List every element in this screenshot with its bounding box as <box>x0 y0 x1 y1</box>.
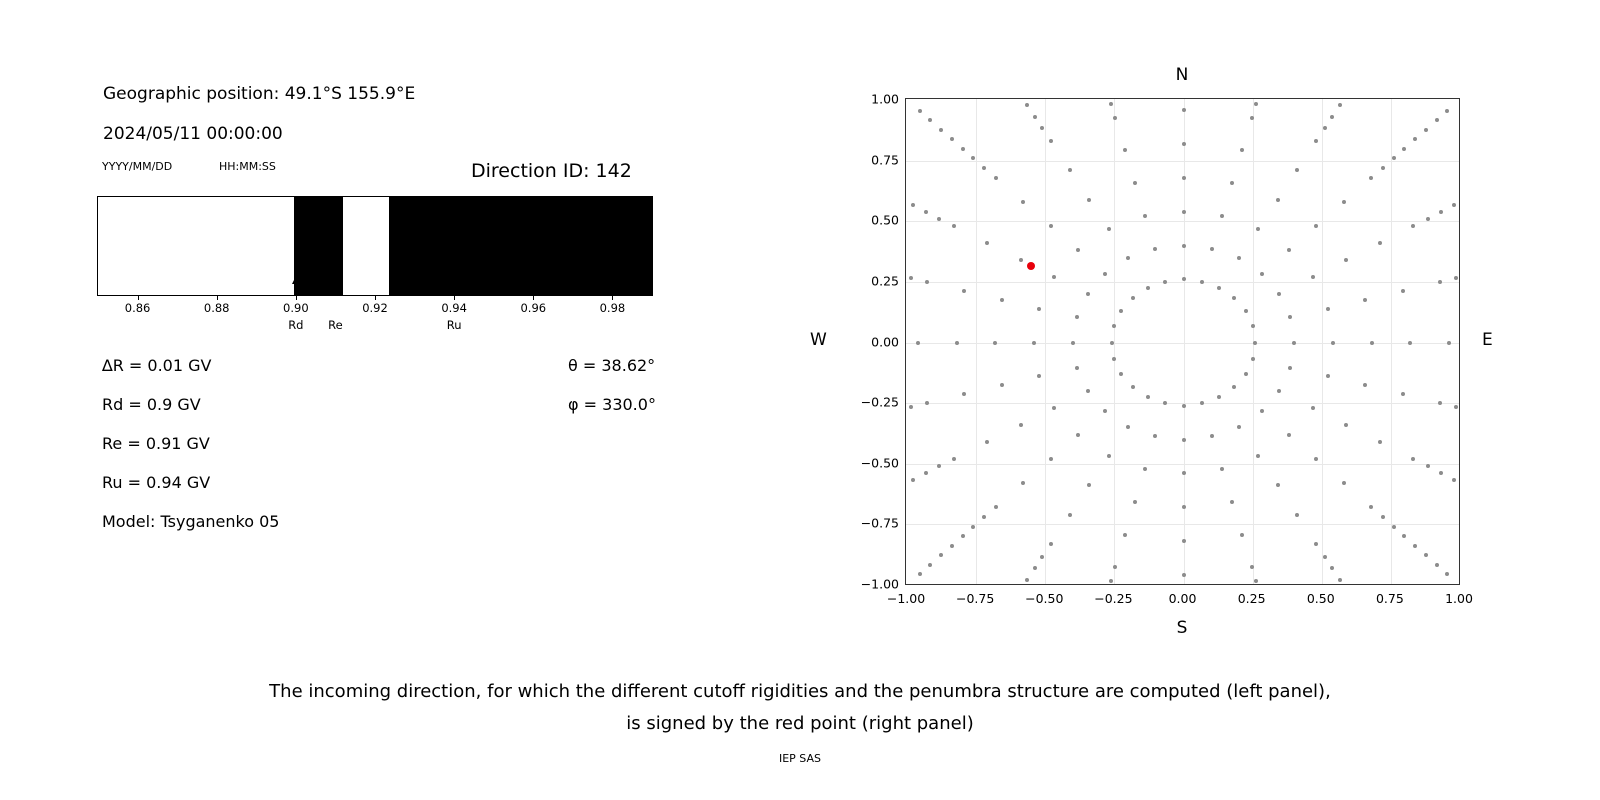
scatter-point <box>1131 385 1135 389</box>
gridline-horizontal <box>906 282 1459 283</box>
scatter-point <box>1330 566 1334 570</box>
scatter-point <box>1439 471 1443 475</box>
scatter-point <box>1119 309 1123 313</box>
scatter-point <box>928 118 932 122</box>
scatter-point <box>925 401 929 405</box>
selected-direction-point[interactable] <box>1027 262 1035 270</box>
scatter-point <box>924 471 928 475</box>
sky-map-plot <box>905 98 1460 585</box>
scatter-point <box>1153 247 1157 251</box>
y-axis-tick-label: 1.00 <box>871 91 899 107</box>
scatter-point <box>1076 433 1080 437</box>
scatter-point <box>1182 277 1186 281</box>
scatter-point <box>1019 258 1023 262</box>
left-panel <box>0 0 760 660</box>
scatter-point <box>1426 464 1430 468</box>
scatter-point <box>1402 534 1406 538</box>
scatter-point <box>1344 423 1348 427</box>
scatter-point <box>1251 324 1255 328</box>
scatter-point <box>1369 176 1373 180</box>
gridline-horizontal <box>906 524 1459 525</box>
scatter-point <box>1276 198 1280 202</box>
penumbra-marker-ru <box>424 278 484 340</box>
scatter-point <box>1086 389 1090 393</box>
scatter-point <box>1338 103 1342 107</box>
scatter-point <box>1220 214 1224 218</box>
scatter-point <box>1103 272 1107 276</box>
x-axis-tick-label: 1.00 <box>1445 591 1473 606</box>
scatter-point <box>961 147 965 151</box>
scatter-point <box>1110 341 1114 345</box>
footer-credit: IEP SAS <box>778 752 822 765</box>
scatter-point <box>937 464 941 468</box>
info-left-item: ∆R = 0.01 GV <box>102 356 212 375</box>
scatter-point <box>1182 505 1186 509</box>
scatter-point <box>985 440 989 444</box>
axis-tick <box>217 296 218 300</box>
compass-east-label: E <box>1482 330 1493 350</box>
scatter-point <box>993 341 997 345</box>
info-left-item: Ru = 0.94 GV <box>102 473 211 492</box>
scatter-point <box>1402 147 1406 151</box>
scatter-point <box>962 289 966 293</box>
gridline-horizontal <box>906 221 1459 222</box>
scatter-point <box>1260 272 1264 276</box>
scatter-point <box>1311 275 1315 279</box>
scatter-point <box>1276 483 1280 487</box>
scatter-point <box>1200 280 1204 284</box>
scatter-point <box>952 224 956 228</box>
scatter-point <box>1260 409 1264 413</box>
penumbra-marker-label: Ru <box>446 318 462 332</box>
scatter-point <box>1401 392 1405 396</box>
scatter-point <box>939 128 943 132</box>
arrow-stem <box>454 283 455 296</box>
gridline-vertical <box>1184 99 1185 584</box>
scatter-point <box>1182 471 1186 475</box>
scatter-point <box>1424 553 1428 557</box>
gridline-vertical <box>976 99 977 584</box>
scatter-point <box>1439 210 1443 214</box>
direction-id-label: Direction ID: 142 <box>471 160 632 182</box>
compass-west-label: W <box>810 330 827 350</box>
scatter-point <box>1112 324 1116 328</box>
right-panel <box>790 40 1570 660</box>
scatter-point <box>1237 256 1241 260</box>
scatter-point <box>1392 156 1396 160</box>
scatter-point <box>1021 481 1025 485</box>
gridline-horizontal <box>906 464 1459 465</box>
scatter-point <box>1086 292 1090 296</box>
scatter-point <box>1037 374 1041 378</box>
scatter-point <box>1109 579 1113 583</box>
scatter-point <box>1076 248 1080 252</box>
scatter-point <box>1240 533 1244 537</box>
scatter-point <box>971 156 975 160</box>
scatter-point <box>1240 148 1244 152</box>
y-axis-tick-label: −0.50 <box>860 455 899 471</box>
scatter-point <box>1381 166 1385 170</box>
scatter-point <box>1133 500 1137 504</box>
scatter-point <box>1326 374 1330 378</box>
y-axis-tick-label: 0.00 <box>871 334 899 349</box>
scatter-point <box>918 109 922 113</box>
scatter-point <box>1025 103 1029 107</box>
scatter-point <box>1217 395 1221 399</box>
scatter-point <box>1182 108 1186 112</box>
arrow-stem <box>335 271 336 296</box>
gridline-vertical <box>1114 99 1115 584</box>
scatter-point <box>1143 467 1147 471</box>
scatter-point <box>1452 203 1456 207</box>
scatter-point <box>1314 542 1318 546</box>
scatter-point <box>1363 383 1367 387</box>
scatter-point <box>1049 457 1053 461</box>
scatter-point <box>955 341 959 345</box>
scatter-point <box>1182 210 1186 214</box>
scatter-point <box>962 392 966 396</box>
y-axis-tick-label: 0.25 <box>871 273 899 289</box>
scatter-point <box>1251 357 1255 361</box>
info-right-item: φ = 330.0° <box>568 395 656 414</box>
y-axis-tick-label: −0.25 <box>860 394 899 410</box>
scatter-point <box>1323 555 1327 559</box>
x-axis-tick-label: −0.50 <box>1025 591 1064 606</box>
scatter-point <box>1052 406 1056 410</box>
scatter-point <box>1033 566 1037 570</box>
caption-line-2: is signed by the red point (right panel) <box>626 713 974 734</box>
scatter-point <box>1113 565 1117 569</box>
scatter-point <box>928 563 932 567</box>
scatter-point <box>1025 578 1029 582</box>
scatter-point <box>1411 457 1415 461</box>
scatter-point <box>1314 139 1318 143</box>
gridline-horizontal <box>906 161 1459 162</box>
x-axis-tick-label: 0.25 <box>1237 591 1266 606</box>
scatter-point <box>1277 389 1281 393</box>
scatter-point <box>1338 578 1342 582</box>
scatter-point <box>1032 341 1036 345</box>
scatter-point <box>911 203 915 207</box>
scatter-point <box>1143 214 1147 218</box>
y-axis-tick-label: −0.75 <box>860 515 899 531</box>
gridline-vertical <box>1045 99 1046 584</box>
penumbra-marker-label: Rd <box>288 318 304 332</box>
scatter-point <box>1370 341 1374 345</box>
penumbra-axis <box>97 296 653 356</box>
y-axis-tick-label: 0.50 <box>871 212 899 228</box>
scatter-point <box>909 276 913 280</box>
scatter-point <box>1288 315 1292 319</box>
axis-tick-label: 0.88 <box>203 301 230 315</box>
scatter-point <box>1049 224 1053 228</box>
scatter-point <box>1326 307 1330 311</box>
scatter-point <box>1119 372 1123 376</box>
scatter-point <box>1330 115 1334 119</box>
scatter-point <box>1182 176 1186 180</box>
scatter-point <box>961 534 965 538</box>
scatter-point <box>1113 116 1117 120</box>
scatter-point <box>950 137 954 141</box>
axis-tick-label: 0.90 <box>283 301 309 315</box>
scatter-point <box>1342 481 1346 485</box>
scatter-point <box>1087 198 1091 202</box>
scatter-point <box>1071 341 1075 345</box>
scatter-point <box>1126 256 1130 260</box>
scatter-point <box>1435 118 1439 122</box>
compass-north-label: N <box>1175 65 1189 85</box>
scatter-point <box>1426 217 1430 221</box>
axis-tick <box>612 296 613 300</box>
axis-tick-label: 0.98 <box>599 301 626 315</box>
scatter-point <box>1232 385 1236 389</box>
time-format-hint: HH:MM:SS <box>219 160 276 173</box>
scatter-point <box>924 210 928 214</box>
info-left-item: Re = 0.91 GV <box>102 434 210 453</box>
scatter-point <box>1087 483 1091 487</box>
scatter-point <box>1049 139 1053 143</box>
x-axis-tick-label: −0.75 <box>955 591 995 606</box>
gridline-vertical <box>1322 99 1323 584</box>
scatter-point <box>1363 298 1367 302</box>
gridline-vertical <box>1391 99 1392 584</box>
scatter-point <box>1123 533 1127 537</box>
scatter-point <box>1000 383 1004 387</box>
scatter-point <box>1237 425 1241 429</box>
scatter-point <box>1109 102 1113 106</box>
scatter-point <box>1163 280 1167 284</box>
scatter-point <box>918 572 922 576</box>
scatter-point <box>1424 128 1428 132</box>
scatter-point <box>1287 248 1291 252</box>
scatter-point <box>1040 555 1044 559</box>
scatter-point <box>1288 366 1292 370</box>
scatter-point <box>1250 116 1254 120</box>
y-axis-tick-label: 0.75 <box>871 152 899 168</box>
scatter-point <box>1232 296 1236 300</box>
geographic-position: Geographic position: 49.1°S 155.9°E <box>103 84 416 104</box>
axis-tick <box>533 296 534 300</box>
scatter-point <box>1244 309 1248 313</box>
scatter-point <box>1369 505 1373 509</box>
scatter-point <box>1153 434 1157 438</box>
axis-tick <box>138 296 139 300</box>
date-format-hint: YYYY/MM/DD <box>102 160 173 173</box>
scatter-point <box>1182 244 1186 248</box>
scatter-point <box>1413 137 1417 141</box>
penumbra-marker-re <box>305 266 365 340</box>
scatter-point <box>1454 276 1458 280</box>
scatter-point <box>1381 515 1385 519</box>
scatter-point <box>1075 366 1079 370</box>
compass-south-label: S <box>1176 618 1188 638</box>
axis-tick-label: 0.92 <box>362 301 388 315</box>
scatter-point <box>1220 467 1224 471</box>
scatter-point <box>1445 109 1449 113</box>
x-axis-tick-label: 0.75 <box>1375 591 1404 606</box>
scatter-point <box>1314 224 1318 228</box>
scatter-point <box>1021 200 1025 204</box>
scatter-point <box>1000 298 1004 302</box>
scatter-point <box>1295 168 1299 172</box>
scatter-point <box>1342 200 1346 204</box>
scatter-point <box>1254 579 1258 583</box>
scatter-point <box>1200 401 1204 405</box>
scatter-point <box>1163 401 1167 405</box>
scatter-point <box>916 341 920 345</box>
scatter-point <box>1068 513 1072 517</box>
scatter-point <box>994 176 998 180</box>
x-axis-tick-label: 0.50 <box>1306 591 1335 606</box>
scatter-point <box>1037 307 1041 311</box>
info-left-item: Model: Tsyganenko 05 <box>102 512 280 531</box>
scatter-point <box>1292 341 1296 345</box>
scatter-point <box>1447 341 1451 345</box>
scatter-point <box>994 505 998 509</box>
scatter-point <box>1438 280 1442 284</box>
x-axis-tick-label: 0.00 <box>1168 591 1197 606</box>
y-axis-tick-label: −1.00 <box>860 576 899 592</box>
scatter-point <box>1230 500 1234 504</box>
scatter-point <box>1331 341 1335 345</box>
scatter-point <box>1123 148 1127 152</box>
scatter-point <box>939 553 943 557</box>
scatter-point <box>1019 423 1023 427</box>
scatter-point <box>1323 126 1327 130</box>
axis-tick-label: 0.94 <box>441 301 467 315</box>
scatter-point <box>1107 227 1111 231</box>
scatter-point <box>1378 440 1382 444</box>
scatter-point <box>1401 289 1405 293</box>
scatter-point <box>1107 454 1111 458</box>
scatter-point <box>952 457 956 461</box>
scatter-point <box>1287 433 1291 437</box>
axis-tick-label: 0.86 <box>124 301 151 315</box>
scatter-point <box>1182 539 1186 543</box>
scatter-point <box>1146 395 1150 399</box>
scatter-point <box>1438 401 1442 405</box>
scatter-point <box>1133 181 1137 185</box>
scatter-point <box>1182 438 1186 442</box>
arrow-stem <box>296 283 297 296</box>
x-axis-tick-label: −1.00 <box>886 591 926 606</box>
scatter-point <box>985 241 989 245</box>
axis-tick-label: 0.96 <box>520 301 547 315</box>
scatter-point <box>1344 258 1348 262</box>
scatter-point <box>1112 357 1116 361</box>
scatter-point <box>950 544 954 548</box>
scatter-point <box>1210 247 1214 251</box>
scatter-point <box>1126 425 1130 429</box>
scatter-point <box>1103 409 1107 413</box>
scatter-point <box>1256 454 1260 458</box>
scatter-point <box>1230 181 1234 185</box>
scatter-point <box>971 525 975 529</box>
scatter-point <box>1182 404 1186 408</box>
scatter-point <box>1182 573 1186 577</box>
scatter-point <box>1413 544 1417 548</box>
scatter-point <box>1314 457 1318 461</box>
scatter-point <box>1254 102 1258 106</box>
scatter-point <box>909 405 913 409</box>
scatter-point <box>1411 224 1415 228</box>
scatter-point <box>1454 405 1458 409</box>
scatter-point <box>982 515 986 519</box>
scatter-point <box>1256 227 1260 231</box>
penumbra-strip-chart <box>97 196 653 296</box>
penumbra-marker-label: Re <box>328 318 343 332</box>
scatter-point <box>1445 572 1449 576</box>
scatter-point <box>1146 286 1150 290</box>
scatter-point <box>925 280 929 284</box>
datetime-text: 2024/05/11 00:00:00 <box>103 124 283 144</box>
scatter-point <box>1378 241 1382 245</box>
scatter-point <box>911 478 915 482</box>
scatter-point <box>1392 525 1396 529</box>
info-left-item: Rd = 0.9 GV <box>102 395 201 414</box>
axis-tick <box>375 296 376 300</box>
scatter-point <box>1408 341 1412 345</box>
scatter-point <box>1217 286 1221 290</box>
scatter-point <box>1182 142 1186 146</box>
scatter-point <box>1033 115 1037 119</box>
scatter-point <box>1295 513 1299 517</box>
scatter-point <box>1277 292 1281 296</box>
scatter-point <box>982 166 986 170</box>
info-right-item: θ = 38.62° <box>568 356 656 375</box>
figure-caption <box>0 676 1600 740</box>
scatter-point <box>1452 478 1456 482</box>
scatter-point <box>1210 434 1214 438</box>
scatter-point <box>1040 126 1044 130</box>
scatter-point <box>1049 542 1053 546</box>
gridline-horizontal <box>906 343 1459 344</box>
scatter-point <box>1311 406 1315 410</box>
caption-line-1: The incoming direction, for which the different cutoff rigidities and the penumbra structure are computed (left panel), <box>269 681 1331 702</box>
scatter-point <box>1131 296 1135 300</box>
scatter-point <box>1435 563 1439 567</box>
scatter-point <box>1253 341 1257 345</box>
scatter-point <box>1075 315 1079 319</box>
scatter-point <box>937 217 941 221</box>
scatter-point <box>1244 372 1248 376</box>
scatter-point <box>1068 168 1072 172</box>
x-axis-tick-label: −0.25 <box>1094 591 1133 606</box>
scatter-point <box>1052 275 1056 279</box>
